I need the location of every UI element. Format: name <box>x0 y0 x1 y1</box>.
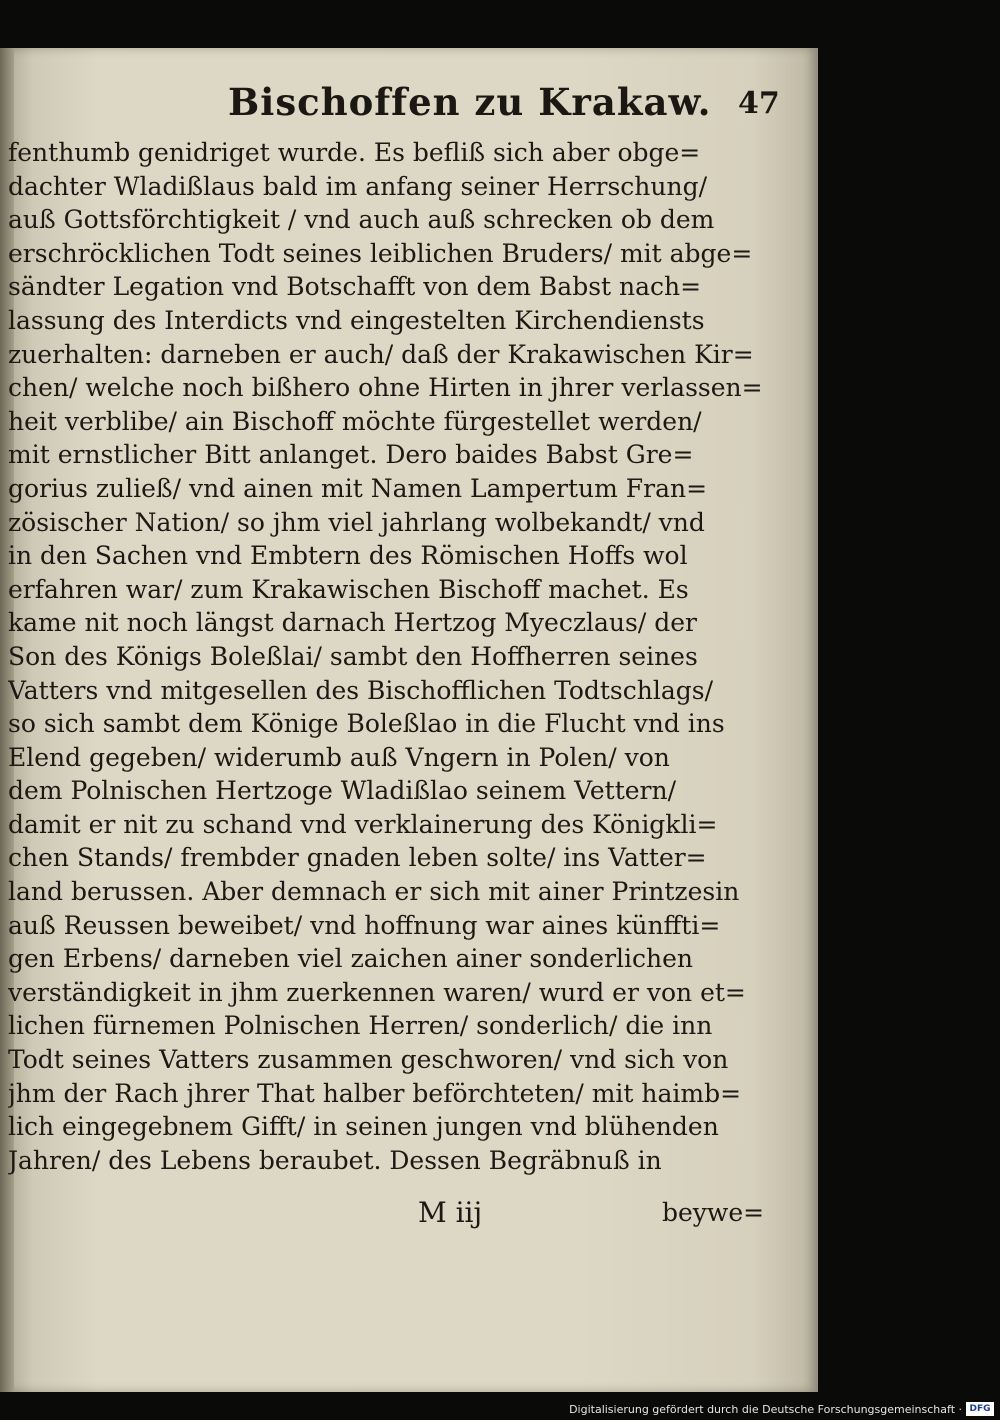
text-line: Vatters vnd mitgesellen des Bischofflichen Todtschlags/ <box>8 675 714 705</box>
running-head: Bischoffen zu Krakaw. <box>228 80 712 124</box>
signature-mark: M iij <box>418 1196 483 1229</box>
text-line: sändter Legation vnd Botschafft von dem Babst nach= <box>8 272 702 302</box>
text-line: auß Reussen beweibet/ vnd hoffnung war aines künffti= <box>8 910 721 940</box>
text-line: erschröcklichen Todt seines leiblichen Bruders/ mit abge= <box>8 238 753 268</box>
text-line: Jahren/ des Lebens beraubet. Dessen Begräbnuß in <box>8 1145 662 1175</box>
text-line: verständigkeit in jhm zuerkennen waren/ wurd er von et= <box>8 977 746 1007</box>
footer-credit: Digitalisierung gefördert durch die Deutsche Forschungsgemeinschaft · <box>569 1403 962 1416</box>
text-line: jhm der Rach jhrer That halber beförchteten/ mit haimb= <box>8 1078 742 1108</box>
dfg-logo: DFG <box>966 1402 994 1416</box>
text-line: Elend gegeben/ widerumb auß Vngern in Polen/ von <box>8 742 670 772</box>
text-line: gorius zuließ/ vnd ainen mit Namen Lampertum Fran= <box>8 473 708 503</box>
text-line: erfahren war/ zum Krakawischen Bischoff machet. Es <box>8 574 689 604</box>
text-line: auß Gottsförchtigkeit / vnd auch auß schrecken ob dem <box>8 205 715 235</box>
text-line: chen/ welche noch bißhero ohne Hirten in jhrer verlassen= <box>8 373 763 403</box>
text-line: Son des Königs Boleßlai/ sambt den Hoffherren seines <box>8 641 698 671</box>
text-line: fenthumb genidriget wurde. Es befliß sich aber obge= <box>8 138 701 167</box>
text-line: Todt seines Vatters zusammen geschworen/ vnd sich von <box>8 1045 729 1075</box>
text-line: lichen fürnemen Polnischen Herren/ sonderlich/ die inn <box>8 1011 713 1041</box>
page-number: 47 <box>738 86 780 121</box>
text-line: dachter Wladißlaus bald im anfang seiner Herrschung/ <box>8 171 708 201</box>
text-line: in den Sachen vnd Embtern des Römischen Hoffs wol <box>8 541 688 571</box>
text-line: heit verblibe/ ain Bischoff möchte fürgestellet werden/ <box>8 406 702 436</box>
text-line: kame nit noch längst darnach Hertzog Myeczlaus/ der <box>8 608 697 638</box>
text-line: chen Stands/ frembder gnaden leben solte/ ins Vatter= <box>8 843 707 873</box>
text-line: zuerhalten: darneben er auch/ daß der Krakawischen Kir= <box>8 339 754 369</box>
catchword: beywe= <box>662 1198 765 1227</box>
text-line: dem Polnischen Hertzoge Wladißlao seinem Vettern/ <box>8 776 677 806</box>
text-line: zösischer Nation/ so jhm viel jahrlang wolbekandt/ vnd <box>8 507 705 537</box>
text-line: gen Erbens/ darneben viel zaichen ainer sonderlichen <box>8 944 694 974</box>
text-line: so sich sambt dem Könige Boleßlao in die Flucht vnd ins <box>8 709 725 739</box>
body-text <box>8 136 768 1177</box>
text-line: land berussen. Aber demnach er sich mit ainer Printzesin <box>8 877 740 907</box>
text-line: damit er nit zu schand vnd verklainerung des Königkli= <box>8 809 718 839</box>
text-line: mit ernstlicher Bitt anlanget. Dero baides Babst Gre= <box>8 440 694 470</box>
text-line: lich eingegebnem Gifft/ in seinen jungen vnd blühenden <box>8 1112 719 1142</box>
text-line: lassung des Interdicts vnd eingestelten Kirchendiensts <box>8 305 705 335</box>
